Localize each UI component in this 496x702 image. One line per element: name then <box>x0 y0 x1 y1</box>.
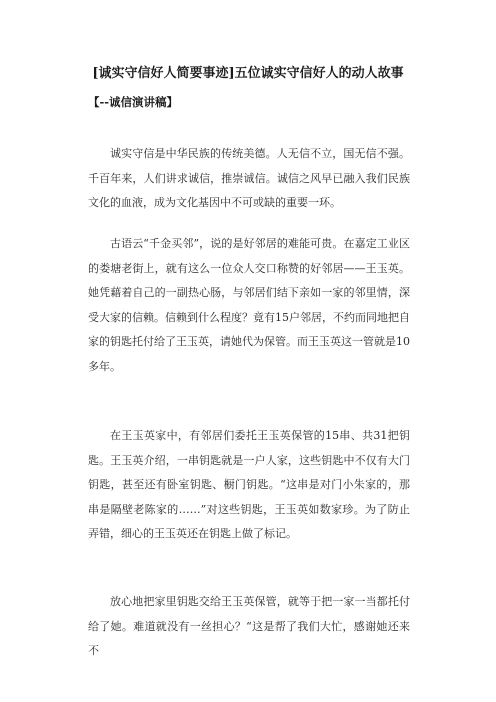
document-title: [诚实守信好人简要事迹]五位诚实守信好人的动人故事 <box>92 66 404 81</box>
paragraph: 古语云“千金买邻”，说的是好邻居的难能可贵。在嘉定工业区的娄塘老街上，就有这么一位众人交口称赞的好邻居——王玉英。她凭藉着自己的一副热心肠，与邻居们结下亲如一家的邻里情，深受大家的信赖。信赖到什么程度？竟有15户邻居，不约而同地把自家的钥匙托付给了王玉英，请她代为保管。而王玉英这一管就是10多年。 <box>88 237 410 373</box>
paragraph: 在王玉英家中，有邻居们委托王玉英保管的15串、共31把钥匙。王玉英介绍，一串钥匙就是一户人家，这些钥匙中不仅有大门钥匙，甚至还有卧室钥匙、橱门钥匙。“这串是对门小朱家的，那串是隔壁老陈家的……”对这些钥匙，王玉英如数家珍。为了防止弄错，细心的王玉英还在钥匙上做了标记。 <box>88 429 410 540</box>
paragraph: 诚实守信是中华民族的传统美德。人无信不立，国无信不强。千百年来，人们讲求诚信，推崇诚信。诚信之风早已融入我们民族文化的血液，成为文化基因中不可或缺的重要一环。 <box>88 147 410 209</box>
paragraph: 放心地把家里钥匙交给王玉英保管，就等于把一家一当都托付给了她。难道就没有一丝担心？“这是帮了我们大忙，感谢她还来不 <box>88 595 410 657</box>
document-subtitle: 【--诚信演讲稿】 <box>88 95 179 109</box>
